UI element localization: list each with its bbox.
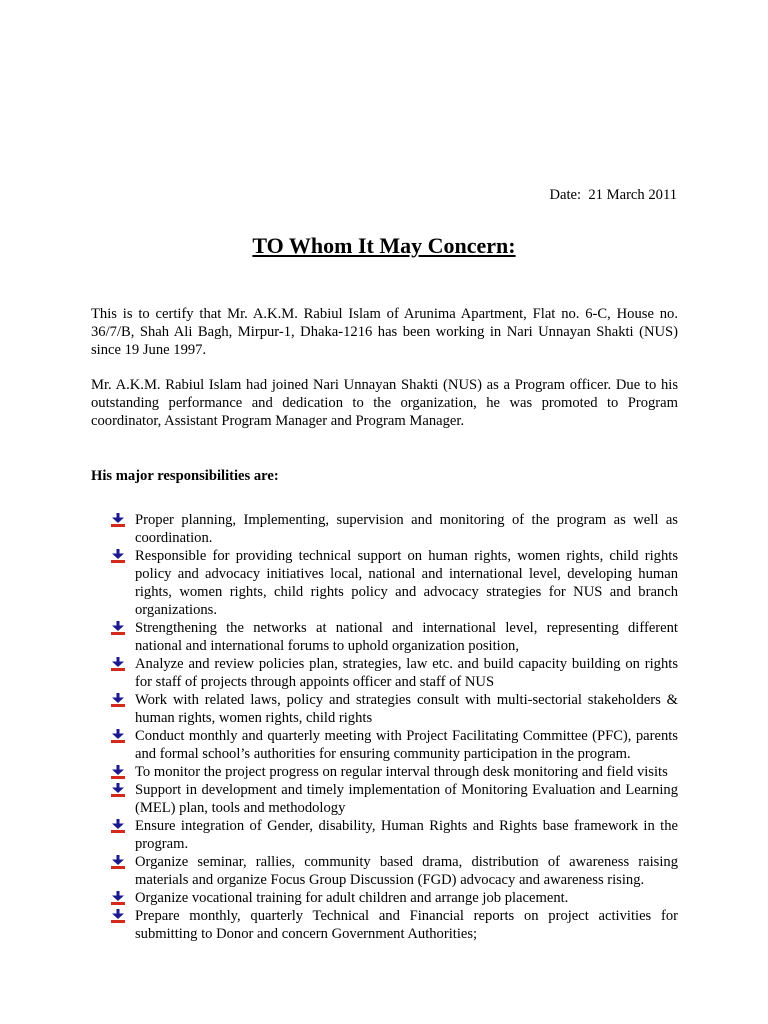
responsibility-item (110, 727, 678, 763)
responsibilities-heading: His major responsibilities are: (91, 468, 279, 484)
responsibility-item (110, 781, 678, 817)
responsibility-item (110, 907, 678, 943)
arrow-down-bar-icon (110, 855, 126, 870)
letter-date: Date: 21 March 2011 (549, 187, 677, 203)
responsibility-item (110, 655, 678, 691)
arrow-down-bar-icon (110, 729, 126, 744)
arrow-down-bar-icon (110, 513, 126, 528)
arrow-down-bar-icon (110, 693, 126, 708)
responsibility-text: Work with related laws, policy and strategies consult with multi-sectorial stakeholders & human rights, women rights, child rights (135, 692, 678, 726)
career-paragraph: Mr. A.K.M. Rabiul Islam had joined Nari Unnayan Shakti (NUS) as a Program officer. Due to his outstanding performance and dedication to the organization, he was promoted to Program coordinator, Assistant Program Manager and Program Manager. (91, 377, 678, 429)
responsibility-item (110, 619, 678, 655)
responsibility-item (110, 817, 678, 853)
responsibility-item (110, 691, 678, 727)
responsibility-text: Prepare monthly, quarterly Technical and Financial reports on project activities for submitting to Donor and concern Government Authorities; (135, 908, 678, 942)
responsibility-item (110, 889, 678, 907)
letter-title: TO Whom It May Concern: (252, 233, 516, 258)
responsibility-text: Strengthening the networks at national and international level, representing different national and international forums to uphold organization position, (135, 620, 678, 654)
arrow-down-bar-icon (110, 549, 126, 564)
arrow-down-bar-icon (110, 891, 126, 906)
arrow-down-bar-icon (110, 621, 126, 636)
responsibility-text: Conduct monthly and quarterly meeting with Project Facilitating Committee (PFC), parents and formal school’s authorities for ensuring community participation in the program. (135, 728, 678, 762)
arrow-down-bar-icon (110, 909, 126, 924)
arrow-down-bar-icon (110, 765, 126, 780)
arrow-down-bar-icon (110, 819, 126, 834)
arrow-down-bar-icon (110, 657, 126, 672)
responsibility-text: Analyze and review policies plan, strategies, law etc. and build capacity building on rights for staff of projects through appoints officer and staff of NUS (135, 656, 678, 690)
responsibility-text: Organize vocational training for adult children and arrange job placement. (135, 890, 569, 906)
responsibility-text: Ensure integration of Gender, disability, Human Rights and Rights base framework in the program. (135, 818, 678, 852)
responsibility-text: Proper planning, Implementing, supervision and monitoring of the program as well as coordination. (135, 512, 678, 546)
responsibility-item (110, 547, 678, 619)
responsibility-text: Responsible for providing technical support on human rights, women rights, child rights policy and advocacy initiatives local, national and international level, developing human rights, women rights, child rights policy and advocacy strategies for NUS and branch organizations. (135, 548, 678, 618)
responsibility-item (110, 763, 678, 781)
certification-paragraph: This is to certify that Mr. A.K.M. Rabiul Islam of Arunima Apartment, Flat no. 6-C, House no. 36/7/B, Shah Ali Bagh, Mirpur-1, Dhaka-1216 has been working in Nari Unnayan Shakti (NUS) since 19 June 1997. (91, 306, 678, 358)
arrow-down-bar-icon (110, 783, 126, 798)
responsibilities-list (110, 511, 678, 943)
responsibility-text: Organize seminar, rallies, community based drama, distribution of awareness raising materials and organize Focus Group Discussion (FGD) advocacy and awareness rising. (135, 854, 678, 888)
responsibility-text: To monitor the project progress on regular interval through desk monitoring and field visits (135, 764, 668, 780)
responsibility-item (110, 511, 678, 547)
responsibility-text: Support in development and timely implementation of Monitoring Evaluation and Learning (MEL) plan, tools and methodology (135, 782, 678, 816)
responsibility-item (110, 853, 678, 889)
